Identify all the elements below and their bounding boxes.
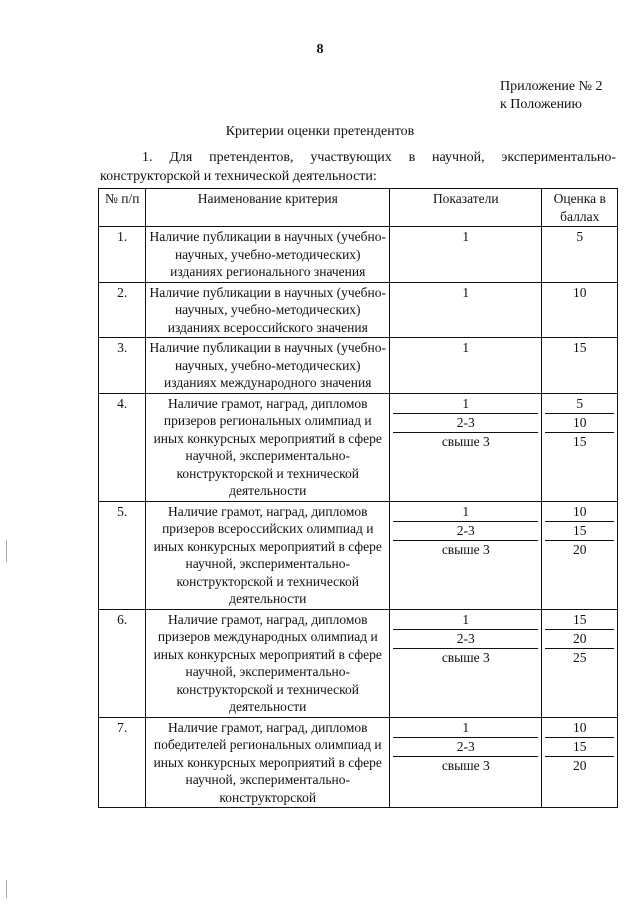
table-row — [99, 501, 618, 609]
appendix-reference — [500, 78, 603, 114]
score-value: 5 — [545, 395, 614, 414]
score-value: 20 — [572, 757, 587, 773]
row-number: 7. — [99, 717, 146, 808]
indicator-value: 1 — [462, 284, 470, 300]
indicator-cell — [390, 227, 542, 283]
criterion-name: Наличие публикации в научных (учебно-научных, учебно-методических) изданиях всероссийского значения — [146, 282, 390, 338]
score-value: 15 — [545, 738, 614, 757]
indicator-cell — [390, 501, 542, 609]
score-value: 15 — [545, 611, 614, 630]
criterion-name: Наличие публикации в научных (учебно-научных, учебно-методических) изданиях регионального значения — [146, 227, 390, 283]
indicator-value: свыше 3 — [441, 757, 490, 773]
criterion-name: Наличие публикации в научных (учебно-научных, учебно-методических) изданиях международного значения — [146, 338, 390, 394]
score-value: 25 — [572, 649, 587, 665]
score-cell — [542, 609, 618, 717]
row-number: 2. — [99, 282, 146, 338]
indicator-value: 2-3 — [393, 414, 538, 433]
row-number: 4. — [99, 393, 146, 501]
score-value: 15 — [572, 433, 587, 449]
score-cell — [542, 227, 618, 283]
score-cell — [542, 338, 618, 394]
table-row — [99, 393, 618, 501]
indicator-cell — [390, 338, 542, 394]
indicator-value: 1 — [462, 229, 470, 244]
page-number: 8 — [316, 42, 324, 57]
header-name: Наименование критерия — [146, 189, 390, 227]
criterion-name: Наличие грамот, наград, дипломов призеров международных олимпиад и иных конкурсных мероприятий в сфере научной, экспериментально-конструкторской и технической деятельности — [146, 609, 390, 717]
indicator-value: 2-3 — [393, 738, 538, 757]
scan-margin-mark — [6, 540, 7, 562]
header-num: № п/п — [99, 189, 146, 227]
appendix-line-2: к Положению — [500, 97, 583, 112]
table-body — [99, 227, 618, 808]
table-row — [99, 717, 618, 808]
score-value: 10 — [545, 414, 614, 433]
table-row — [99, 609, 618, 717]
score-value: 20 — [572, 541, 587, 557]
row-number: 3. — [99, 338, 146, 394]
score-cell — [542, 501, 618, 609]
indicator-value: 2-3 — [393, 522, 538, 541]
indicator-value: свыше 3 — [441, 541, 490, 557]
intro-paragraph: 1. Для претендентов, участвующих в научной, экспериментально-конструкторской и технической деятельности: — [100, 150, 616, 184]
appendix-line-1: Приложение № 2 — [500, 79, 603, 94]
indicator-value: 1 — [462, 340, 470, 355]
table-header-row — [99, 189, 618, 227]
indicator-value: 2-3 — [393, 630, 538, 649]
indicator-value: 1 — [393, 719, 538, 738]
header-score: Оценка в баллах — [542, 189, 618, 227]
score-value: 10 — [572, 284, 587, 300]
indicator-value: 1 — [393, 611, 538, 630]
scan-margin-mark — [6, 880, 7, 898]
indicator-value: свыше 3 — [441, 433, 490, 449]
indicator-value: 1 — [393, 395, 538, 414]
criterion-name: Наличие грамот, наград, дипломов победителей региональных олимпиад и иных конкурсных мероприятий в сфере научной, экспериментально-конструкторской — [146, 717, 390, 808]
score-cell — [542, 717, 618, 808]
score-value: 20 — [545, 630, 614, 649]
criteria-table — [98, 188, 618, 808]
row-number: 6. — [99, 609, 146, 717]
score-cell — [542, 393, 618, 501]
row-number: 5. — [99, 501, 146, 609]
indicator-value: 1 — [393, 503, 538, 522]
indicator-cell — [390, 609, 542, 717]
score-value: 5 — [576, 229, 584, 244]
table-row — [99, 227, 618, 283]
table-row — [99, 282, 618, 338]
table-row — [99, 338, 618, 394]
score-value: 15 — [572, 340, 587, 355]
row-number: 1. — [99, 227, 146, 283]
criterion-name: Наличие грамот, наград, дипломов призеров всероссийских олимпиад и иных конкурсных мероприятий в сфере научной, экспериментально-конструкторской и технической деятельности — [146, 501, 390, 609]
score-value: 15 — [545, 522, 614, 541]
indicator-value: свыше 3 — [441, 649, 490, 665]
document-title: Критерии оценки претендентов — [225, 124, 415, 139]
criterion-name: Наличие грамот, наград, дипломов призеров региональных олимпиад и иных конкурсных мероприятий в сфере научной, экспериментально-конструкторской и технической деятельности — [146, 393, 390, 501]
indicator-cell — [390, 717, 542, 808]
score-cell — [542, 282, 618, 338]
header-indicators: Показатели — [390, 189, 542, 227]
score-value: 10 — [545, 503, 614, 522]
indicator-cell — [390, 282, 542, 338]
indicator-cell — [390, 393, 542, 501]
score-value: 10 — [545, 719, 614, 738]
